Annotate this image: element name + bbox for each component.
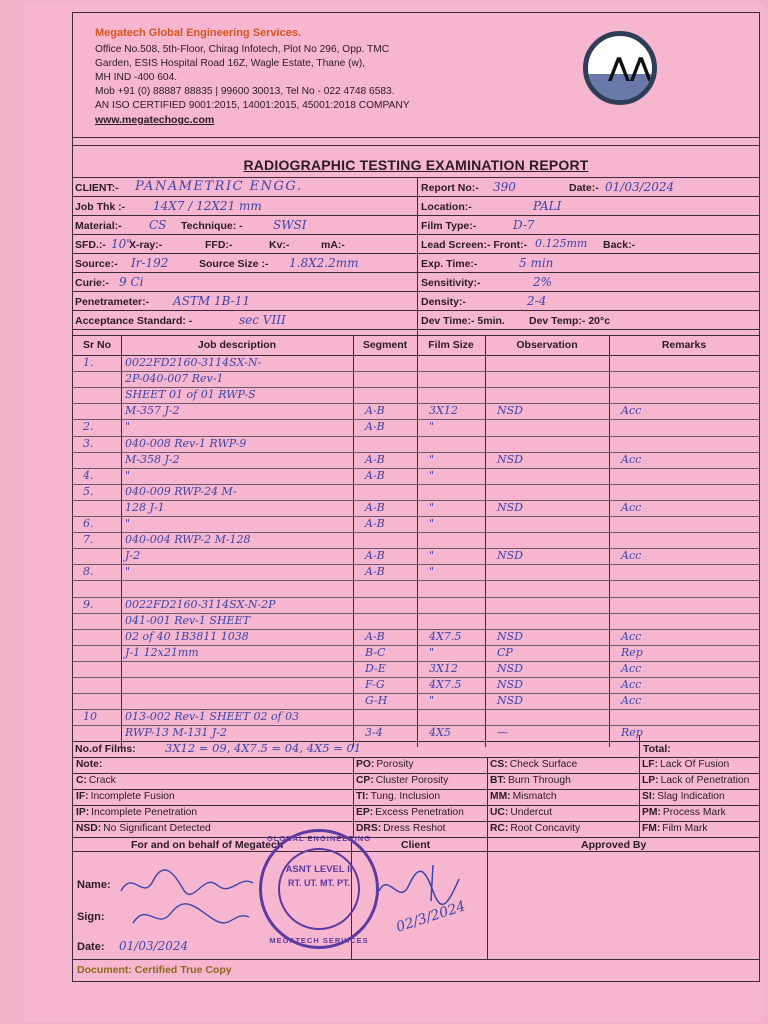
dev-time-label: Dev Time:- 5min. bbox=[421, 315, 505, 327]
date-label: Date:- bbox=[569, 182, 599, 194]
client-value: PANAMETRIC ENGG. bbox=[135, 179, 303, 194]
legend-code: LF: bbox=[642, 759, 659, 770]
legend-item bbox=[356, 759, 414, 770]
total-divider bbox=[639, 735, 640, 757]
report-no-value: 390 bbox=[493, 180, 516, 194]
behalf-label: For and on behalf of Megatech bbox=[131, 839, 284, 851]
penetrameter-value: ASTM 1B-11 bbox=[173, 294, 250, 308]
row-line bbox=[73, 500, 759, 501]
legend-text: Lack Of Fusion bbox=[660, 759, 730, 770]
table-cell-segment: B-C bbox=[365, 645, 386, 659]
row-line bbox=[73, 693, 759, 694]
legend-code: FM: bbox=[642, 823, 661, 834]
exp-time-label: Exp. Time:- bbox=[421, 258, 478, 270]
table-cell-rem: Acc bbox=[621, 629, 642, 643]
divider bbox=[73, 177, 759, 178]
material-label: Material:- bbox=[75, 220, 122, 232]
legend-code: TI: bbox=[356, 791, 369, 802]
table-cell-desc: 013-002 Rev-1 SHEET 02 of 03 bbox=[125, 710, 300, 724]
dev-temp-label: Dev Temp:- 20°c bbox=[529, 315, 611, 327]
legend-item bbox=[490, 759, 577, 770]
table-cell-film: 4X7.5 bbox=[429, 629, 462, 643]
table-cell-sr: 5. bbox=[83, 484, 94, 498]
address-line-2: Garden, ESIS Hospital Road 16Z, Wagle Estate, Thane (w), bbox=[95, 58, 366, 69]
table-cell-obs: NSD bbox=[497, 629, 523, 643]
row-line bbox=[73, 419, 759, 420]
table-cell-desc: 02 of 40 1B3811 1038 bbox=[125, 629, 249, 643]
column-divider bbox=[609, 335, 610, 747]
legend-text: Slag Indication bbox=[657, 791, 725, 802]
legend-code: PM: bbox=[642, 807, 661, 818]
field-divider bbox=[417, 177, 418, 339]
legend-text: Dress Reshot bbox=[383, 823, 446, 834]
divider bbox=[73, 137, 759, 138]
legend-text: Incomplete Penetration bbox=[91, 807, 198, 818]
stamp-methods: RT. UT. MT. PT. bbox=[287, 878, 350, 888]
footer-divider bbox=[487, 837, 488, 959]
column-divider bbox=[417, 335, 418, 747]
table-cell-obs: NSD bbox=[497, 549, 523, 563]
films-label: No.of Films: bbox=[75, 743, 136, 755]
legend-row-line bbox=[73, 773, 759, 774]
table-cell-film: " bbox=[429, 420, 435, 434]
table-cell-desc: 040-008 Rev-1 RWP-9 bbox=[125, 436, 247, 450]
table-cell-sr: 4. bbox=[83, 468, 94, 482]
table-cell-rem: Rep bbox=[621, 726, 643, 740]
table-cell-rem: Acc bbox=[621, 661, 642, 675]
column-divider bbox=[121, 335, 122, 747]
document-label: Document: Certified True Copy bbox=[77, 964, 232, 976]
legend-row-line bbox=[73, 805, 759, 806]
legend-code: RC: bbox=[490, 823, 509, 834]
table-cell-obs: NSD bbox=[497, 678, 523, 691]
table-cell-segment: A-B bbox=[365, 452, 385, 466]
table-cell-segment: A-B bbox=[365, 565, 385, 579]
job-thk-value: 14X7 / 12X21 mm bbox=[153, 199, 262, 213]
table-cell-obs: NSD bbox=[497, 404, 523, 418]
signature-mark bbox=[113, 861, 263, 941]
legend-text: Excess Penetration bbox=[375, 807, 464, 818]
table-cell-desc: 0022FD2160-3114SX-N-2P bbox=[125, 597, 276, 611]
ffd-label: FFD:- bbox=[205, 239, 233, 251]
table-cell-segment: D-E bbox=[365, 661, 386, 675]
table-cell-sr: 9. bbox=[83, 597, 94, 611]
legend-text: No Significant Detected bbox=[103, 823, 211, 834]
column-divider bbox=[353, 335, 354, 747]
legend-item bbox=[76, 823, 211, 834]
legend-text: Burn Through bbox=[508, 775, 571, 786]
stamp-ring-top: GLOBAL ENGINEERING bbox=[266, 834, 372, 843]
legend-code: SI: bbox=[642, 791, 656, 802]
exp-time-value: 5 min bbox=[519, 256, 554, 270]
stamp-ring-bottom: MEGATECH SERVICES bbox=[269, 936, 369, 945]
location-value: PALI bbox=[533, 199, 562, 213]
client-signature-mark bbox=[373, 861, 483, 941]
table-cell-segment: F-G bbox=[365, 678, 385, 691]
legend-code: DRS: bbox=[356, 823, 382, 834]
table-cell-sr: 8. bbox=[83, 565, 94, 579]
table-cell-obs: NSD bbox=[497, 661, 523, 675]
legend-text: Mismatch bbox=[512, 791, 557, 802]
table-cell-desc: 128 J-1 bbox=[125, 500, 165, 514]
address-line-1: Office No.508, 5th-Floor, Chirag Infotech, Plot No 296, Opp. TMC bbox=[95, 44, 390, 55]
legend-item bbox=[490, 823, 580, 834]
total-label: Total: bbox=[643, 743, 671, 755]
table-cell-desc: J-1 12x21mm bbox=[125, 645, 199, 659]
sfd-value: 10" bbox=[111, 237, 132, 251]
date-footer-value: 01/03/2024 bbox=[119, 939, 189, 953]
table-cell-film: 3X12 bbox=[429, 404, 458, 418]
legend-text: Cluster Porosity bbox=[375, 775, 449, 786]
legend-code: UC: bbox=[490, 807, 509, 818]
legend-text: Root Concavity bbox=[510, 823, 581, 834]
report-no-label: Report No:- bbox=[421, 182, 479, 194]
legend-text: Incomplete Fusion bbox=[90, 791, 175, 802]
row-line bbox=[73, 564, 759, 565]
film-type-label: Film Type:- bbox=[421, 220, 477, 232]
divider bbox=[73, 335, 759, 336]
technique-label: Technique: - bbox=[181, 220, 243, 232]
sign-label: Sign: bbox=[77, 911, 105, 923]
xray-label: X-ray:- bbox=[129, 239, 163, 251]
legend-divider bbox=[639, 757, 640, 837]
legend-item bbox=[642, 759, 729, 770]
table-cell-segment: A-B bbox=[365, 629, 385, 643]
company-name: Megatech Global Engineering Services. bbox=[95, 27, 302, 39]
row-line bbox=[73, 468, 759, 469]
legend-code: CS: bbox=[490, 759, 508, 770]
table-cell-segment: A-B bbox=[365, 468, 385, 482]
table-cell-segment: A-B bbox=[365, 500, 385, 514]
table-cell-film: 4X7.5 bbox=[429, 678, 462, 691]
row-line bbox=[73, 253, 759, 254]
table-cell-obs: NSD bbox=[497, 452, 523, 466]
table-cell-sr: 7. bbox=[83, 533, 94, 547]
legend-item bbox=[76, 791, 175, 802]
table-cell-segment: 3-4 bbox=[365, 726, 383, 740]
sfd-label: SFD.:- bbox=[75, 239, 106, 251]
client-label: CLIENT:- bbox=[75, 182, 119, 194]
row-line bbox=[73, 291, 759, 292]
legend-item bbox=[490, 807, 552, 818]
approved-label: Approved By bbox=[581, 839, 647, 851]
table-cell-film: 4X5 bbox=[429, 726, 451, 740]
density-label: Density:- bbox=[421, 296, 466, 308]
material-value: CS bbox=[149, 218, 167, 232]
legend-item bbox=[642, 823, 707, 834]
row-line bbox=[73, 215, 759, 216]
row-line bbox=[73, 661, 759, 662]
legend-text: Porosity bbox=[376, 759, 414, 770]
table-cell-obs: NSD bbox=[497, 694, 523, 708]
legend-text: Lack of Penetration bbox=[660, 775, 750, 786]
row-line bbox=[73, 310, 759, 311]
row-line bbox=[73, 757, 759, 758]
legend-note-label: Note: bbox=[76, 759, 103, 770]
legend-code: C: bbox=[76, 775, 87, 786]
table-cell-sr: 6. bbox=[83, 517, 94, 530]
table-cell-film: " bbox=[429, 452, 435, 466]
source-size-label: Source Size :- bbox=[199, 258, 269, 270]
row-line bbox=[73, 548, 759, 549]
legend-code: IF: bbox=[76, 791, 89, 802]
row-line bbox=[73, 329, 759, 330]
table-cell-desc: 040-004 RWP-2 M-128 bbox=[125, 533, 251, 547]
table-cell-desc: J-2 bbox=[125, 549, 141, 563]
table-cell-segment: A-B bbox=[365, 517, 385, 530]
legend-code: NSD: bbox=[76, 823, 102, 834]
legend-item bbox=[642, 791, 725, 802]
legend-item bbox=[356, 807, 464, 818]
column-divider bbox=[485, 335, 486, 747]
location-label: Location:- bbox=[421, 201, 472, 213]
legend-item bbox=[356, 775, 448, 786]
legend-row-line bbox=[73, 789, 759, 790]
lead-back-label: Back:- bbox=[603, 239, 636, 251]
table-cell-desc: 0022FD2160-3114SX-N- bbox=[125, 356, 262, 369]
table-cell-obs: — bbox=[497, 726, 508, 740]
table-cell-film: " bbox=[429, 500, 435, 514]
ma-label: mA:- bbox=[321, 239, 345, 251]
legend-item bbox=[490, 791, 557, 802]
date-value: 01/03/2024 bbox=[605, 180, 675, 194]
table-cell-obs: CP bbox=[497, 645, 513, 659]
table-cell-rem: Acc bbox=[621, 694, 642, 708]
logo-mark-icon: ⋀⋀ bbox=[608, 53, 652, 83]
legend-code: MM: bbox=[490, 791, 511, 802]
row-line bbox=[73, 837, 759, 838]
table-cell-desc: " bbox=[125, 517, 131, 530]
row-line bbox=[73, 272, 759, 273]
kv-label: Kv:- bbox=[269, 239, 290, 251]
stamp-inner-ring bbox=[278, 848, 360, 930]
divider bbox=[73, 145, 759, 146]
source-label: Source:- bbox=[75, 258, 118, 270]
address-line-3: MH IND -400 604. bbox=[95, 72, 178, 83]
table-cell-desc: 041-001 Rev-1 SHEET bbox=[125, 613, 250, 627]
table-cell-desc: 040-009 RWP-24 M- bbox=[125, 484, 237, 498]
table-cell-sr: 3. bbox=[83, 436, 94, 450]
curie-value: 9 Ci bbox=[119, 275, 144, 289]
row-line bbox=[73, 196, 759, 197]
table-cell-desc: " bbox=[125, 565, 131, 579]
acceptance-value: sec VIII bbox=[239, 313, 286, 327]
legend-item bbox=[490, 775, 571, 786]
table-cell-desc: M-357 J-2 bbox=[125, 404, 180, 418]
table-cell-desc: 2P-040-007 Rev-1 bbox=[125, 372, 224, 386]
table-cell-film: 3X12 bbox=[429, 661, 458, 675]
table-cell-film: " bbox=[429, 565, 435, 579]
row-line bbox=[73, 234, 759, 235]
legend-item bbox=[642, 807, 726, 818]
legend-row-line bbox=[73, 821, 759, 822]
legend-text: Crack bbox=[88, 775, 116, 786]
table-cell-desc: " bbox=[125, 468, 131, 482]
table-cell-film: " bbox=[429, 517, 435, 530]
job-thk-label: Job Thk :- bbox=[75, 201, 126, 213]
legend-item bbox=[356, 823, 446, 834]
date-footer-label: Date: bbox=[77, 941, 105, 953]
table-header-desc: Job description bbox=[197, 339, 277, 351]
penetrameter-label: Penetrameter:- bbox=[75, 296, 150, 308]
table-cell-film: " bbox=[429, 468, 435, 482]
table-cell-segment: A-B bbox=[365, 404, 385, 418]
client-date-value: 02/3/2024 bbox=[394, 898, 468, 936]
company-logo bbox=[583, 31, 657, 105]
table-cell-segment: A-B bbox=[365, 420, 385, 434]
table-cell-rem: Acc bbox=[621, 549, 642, 563]
table-header-sr: Sr No bbox=[82, 339, 111, 351]
table-header-rem: Remarks bbox=[661, 339, 707, 351]
legend-item bbox=[76, 775, 116, 786]
legend-item bbox=[356, 791, 440, 802]
table-cell-segment: A-B bbox=[365, 549, 385, 563]
lead-front-value: 0.125mm bbox=[535, 237, 588, 250]
website-link[interactable]: www.megatechogc.com bbox=[95, 114, 215, 126]
lead-screen-label: Lead Screen:- Front:- bbox=[421, 239, 528, 251]
table-cell-rem: Rep bbox=[621, 645, 643, 659]
report-title: RADIOGRAPHIC TESTING EXAMINATION REPORT bbox=[243, 157, 589, 173]
table-cell-film: " bbox=[429, 549, 435, 563]
asnt-stamp bbox=[259, 829, 379, 949]
stamp-level: ASNT LEVEL II bbox=[285, 864, 353, 875]
legend-text: Undercut bbox=[510, 807, 553, 818]
table-cell-rem: Acc bbox=[621, 452, 642, 466]
technique-value: SWSI bbox=[273, 218, 307, 232]
table-cell-film: " bbox=[429, 645, 435, 659]
report-sheet bbox=[24, 4, 764, 1022]
table-cell-desc: " bbox=[125, 420, 131, 434]
table-header-segment: Segment bbox=[362, 339, 408, 351]
legend-text: Tung. Inclusion bbox=[370, 791, 441, 802]
row-line bbox=[73, 516, 759, 517]
source-size-value: 1.8X2.2mm bbox=[289, 256, 359, 270]
legend-code: BT: bbox=[490, 775, 507, 786]
table-cell-sr: 1. bbox=[83, 356, 94, 369]
table-cell-segment: G-H bbox=[365, 694, 388, 708]
sensitivity-label: Sensitivity:- bbox=[421, 277, 481, 289]
acceptance-label: Acceptance Standard: - bbox=[75, 315, 193, 327]
table-cell-film: " bbox=[429, 694, 435, 708]
legend-divider bbox=[353, 757, 354, 837]
legend-text: Process Mark bbox=[662, 807, 726, 818]
table-cell-desc: SHEET 01 of 01 RWP-S bbox=[125, 388, 256, 402]
density-value: 2-4 bbox=[527, 294, 547, 308]
table-header-obs: Observation bbox=[516, 339, 578, 351]
table-cell-sr: 10 bbox=[83, 710, 97, 724]
client-column-label: Client bbox=[401, 839, 431, 851]
legend-code: EP: bbox=[356, 807, 374, 818]
iso-line: AN ISO CERTIFIED 9001:2015, 14001:2015, 45001:2018 COMPANY bbox=[95, 100, 410, 111]
name-label: Name: bbox=[77, 879, 111, 891]
legend-code: IP: bbox=[76, 807, 90, 818]
film-type-value: D-7 bbox=[513, 218, 535, 232]
table-cell-sr: 2. bbox=[83, 420, 94, 434]
legend-text: Film Mark bbox=[662, 823, 708, 834]
legend-text: Check Surface bbox=[509, 759, 578, 770]
legend-code: PO: bbox=[356, 759, 375, 770]
row-line bbox=[73, 677, 759, 678]
table-cell-rem: Acc bbox=[621, 500, 642, 514]
source-value: Ir-192 bbox=[131, 256, 169, 270]
curie-label: Curie:- bbox=[75, 277, 109, 289]
row-line bbox=[73, 959, 759, 960]
phone-line: Mob +91 (0) 88887 88835 | 99600 30013, Tel No - 022 4748 6583. bbox=[95, 86, 395, 97]
row-line bbox=[73, 580, 759, 581]
legend-divider bbox=[487, 757, 488, 837]
legend-item bbox=[76, 807, 197, 818]
table-cell-desc: M-358 J-2 bbox=[125, 452, 180, 466]
report-frame bbox=[72, 12, 760, 982]
table-cell-obs: NSD bbox=[497, 500, 523, 514]
legend-item bbox=[642, 775, 749, 786]
table-cell-rem: Acc bbox=[621, 678, 642, 691]
table-cell-desc: RWP-13 M-131 J-2 bbox=[125, 726, 227, 740]
films-value: 3X12 = 09, 4X7.5 = 04, 4X5 = 01 bbox=[165, 741, 362, 755]
legend-code: LP: bbox=[642, 775, 659, 786]
sensitivity-value: 2% bbox=[533, 275, 553, 289]
table-cell-rem: Acc bbox=[621, 404, 642, 418]
legend-code: CP: bbox=[356, 775, 374, 786]
table-header-film: Film Size bbox=[428, 339, 474, 351]
row-line bbox=[73, 851, 759, 852]
